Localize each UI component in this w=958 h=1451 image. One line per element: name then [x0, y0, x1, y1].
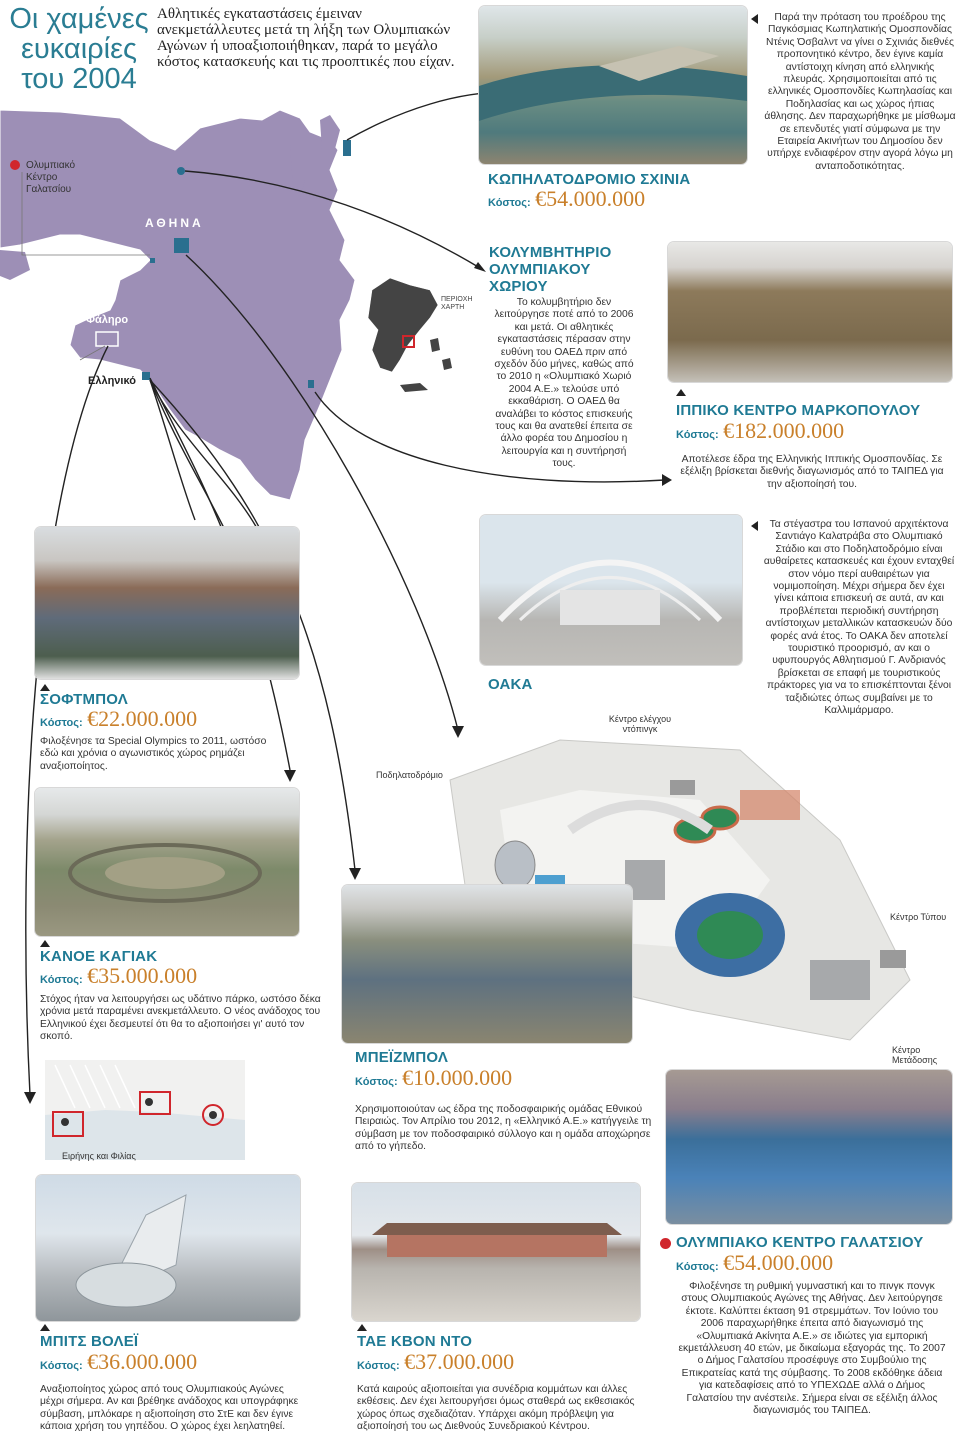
taekwondo-photo	[352, 1183, 640, 1321]
photo-marker-icon	[676, 389, 686, 396]
taekwondo-title: ΤΑΕ ΚΒΟΝ ΝΤΟ	[357, 1333, 473, 1350]
taekwondo-cost: Κόστος: €37.000.000	[357, 1349, 515, 1374]
page-title: Οι χαμένες ευκαιρίες του 2004	[9, 3, 149, 95]
equestrian-cost: Κόστος: €182.000.000	[676, 418, 845, 443]
softball-desc: Φιλοξένησε τα Special Olympics το 2011, ωστόσο εδώ και χρόνια ο αγωνιστικός χώρος ρημάζει αναξιοποίητος.	[40, 736, 267, 772]
galatsi-title: ΟΛΥΜΠΙΑΚΟ ΚΕΝΤΡΟ ΓΑΛΑΤΣΙΟΥ	[676, 1234, 924, 1251]
equestrian-title: ΙΠΠΙΚΟ ΚΕΝΤΡΟ ΜΑΡΚΟΠΟΥΛΟΥ	[676, 402, 921, 419]
equestrian-photo	[668, 242, 952, 382]
greece-inset-map	[368, 278, 438, 372]
photo-marker-icon	[40, 684, 50, 691]
red-dot-icon	[10, 160, 20, 170]
faliro-map-label: Ειρήνης και Φιλίας	[62, 1151, 136, 1161]
markopoulo-marker	[308, 380, 314, 388]
rowing-cost: Κόστος: €54.000.000	[488, 186, 646, 211]
canoe-cost: Κόστος: €35.000.000	[40, 963, 198, 988]
canoe-title: ΚΑΝΟΕ ΚΑΓΙΑΚ	[40, 948, 158, 965]
baseball-title: ΜΠΕΪΖΜΠΟΛ	[355, 1049, 449, 1066]
map-label-faliro: Φάληρο	[86, 314, 129, 326]
softball-cost: Κόστος: €22.000.000	[40, 706, 198, 731]
pool-desc: Το κολυμβητήριο δεν λειτούργησε ποτέ από το 2006 και μετά. Οι αθλητικές εγκαταστάσεις πέρασαν στην ευθύνη του ΟΑΕΔ πριν από σχεδόν δύο μήνες, καθώς από το 2010 η «Ολυμπιακό Χωριό 2004 Α.Ε.» τελούσε υπό εκκαθάριση. Ο ΟΑΕΔ θα αναλάβει το κόστος επισκευής τους και θα ανατεθεί έπειτα σε άλλο φορέα του Δημοσίου η λειτουργία και η συντήρησή τους.	[494, 297, 634, 470]
equestrian-desc: Αποτέλεσε έδρα της Ελληνικής Ιππικής Ομοσπονδίας. Σε εξέλιξη βρίσκεται διεθνής διαγωνισμός από το ΤΑΙΠΕΔ για την αξιοποίησή του.	[680, 454, 944, 490]
intro-text: Αθλητικές εγκαταστάσεις έμειναν ανεκμετάλλευτες μετά τη λήξη των Ολυμπιακών Αγώνων ή υποαξιοποιήθηκαν, παρά το μεγάλο κόστος κατασκευής και τις προοπτικές που είχαν.	[157, 6, 455, 70]
galatsi-marker	[177, 167, 185, 175]
faliro-mini-map	[45, 1060, 245, 1160]
photo-marker-icon	[40, 940, 50, 947]
canoe-photo	[35, 788, 299, 936]
rowing-desc: Παρά την πρόταση του προέδρου της Παγκόσμιας Κωπηλατικής Ομοσπονδίας Ντένις Όσβαλντ να γίνει ο Σχινιάς διεθνές προπονητικό κέντρο, δεν έγινε καμία αντίστοιχη κίνηση από ελληνικής πλευράς. Χρησιμοποιείται από τις ελληνικές Ομοσπονδίες Κωπηλασίας και Ποδηλασίας και ως χώρος ήπιας άθλησης. Δεν παραχωρήθηκε με μίσθωμα σε επενδυτές γιατί σύμφωνα με την Εταιρεία Ακινήτων του Δημοσίου δεν υπήρχε ενδιαφέρον στην αγορά λόγω μη ανταποδοτικότητας.	[764, 12, 956, 172]
pointer-triangle-icon	[751, 14, 758, 24]
oaka-label-velodrome: Ποδηλατοδρόμιο	[376, 770, 443, 780]
photo-marker-icon	[357, 1324, 367, 1331]
oaka-marker	[174, 238, 189, 253]
map-label-elliniko: Ελληνικό	[88, 375, 136, 387]
rowing-marker	[343, 140, 351, 156]
galatsi-photo	[666, 1070, 952, 1224]
oaka-desc: Τα στέγαστρα του Ισπανού αρχιτέκτονα Σαντιάγο Καλατράβα στο Ολυμπιακό Στάδιο και στο Ποδηλατοδρόμιο είναι αυθαίρετες κατασκευές και έχουν ενταχθεί στον νόμο περί αυθαιρέτων για νομιμοποίηση. Μέχρι σήμερα δεν έχει γίνει κάποια επισκευή σε αυτά, αν και προβλέπεται περιοδική συντήρηση αντίστοιχων μεταλλικών κατασκευών δύο φορές ανά έτος. Το ΟΑΚΑ δεν αποτελεί τουριστικό προορισμό, αν και ο υφυπουργός Αθλητισμού Γ. Ανδριανός βρίσκεται σε επαφή με τουριστικούς πράκτορες για να το επισκέπτονται ξένοι ταξιδιώτες όπως συμβαίνει με το Καλλιμάρμαρο.	[763, 519, 955, 717]
rowing-title: ΚΩΠΗΛΑΤΟΔΡΟΜΙΟ ΣΧΙΝΙΑ	[488, 171, 691, 188]
beach-desc: Αναξιοποίητος χώρος από τους Ολυμπιακούς Αγώνες μέχρι σήμερα. Αν και βρέθηκε ανάδοχος και υπογράφηκε σύμβαση, μπλόκαρε η αξιοποίηση στο ΣτΕ και δεν έγινε κάποια χρήση του γηπέδου. Ο χώρος έχει λεηλατηθεί.	[40, 1384, 299, 1433]
pool-title: ΚΟΛΥΜΒΗΤΗΡΙΟ ΟΛΥΜΠΙΑΚΟΥ ΧΩΡΙΟΥ	[489, 244, 612, 295]
baseball-desc: Χρησιμοποιούταν ως έδρα της ποδοσφαιρικής ομάδας Εθνικού Πειραιώς. Τον Απρίλιο του 2012, η «Ελληνικό Α.Ε.» κατήγγειλε τη σύμβαση με τον ποδοσφαιρικό σύλλογο και η ομάδα αποχώρησε από το γήπεδο.	[355, 1104, 652, 1153]
beach-title: ΜΠΙΤΣ ΒΟΛΕΪ	[40, 1333, 139, 1350]
softball-title: ΣΟΦΤΜΠΟΛ	[40, 691, 128, 708]
oaka-title: ΟΑΚΑ	[488, 676, 533, 693]
beach-photo	[36, 1175, 300, 1321]
map-label-region: ΠΕΡΙΟΧΗ ΧΑΡΤΗ	[441, 296, 473, 311]
map-label-galatsi: Ολυμπιακό Κέντρο Γαλατσίου	[26, 160, 76, 195]
baseball-cost: Κόστος: €10.000.000	[355, 1065, 513, 1090]
pointer-triangle-icon	[751, 521, 758, 531]
photo-marker-icon	[40, 1324, 50, 1331]
taekwondo-desc: Κατά καιρούς αξιοποιείται για συνέδρια κομμάτων και άλλες εκθέσεις. Δεν έχει λειτουργήσει όμως σταθερά ως εκθεσιακός χώρος όπως σχεδιαζόταν. Υπάρχει ακόμη πρόβλεψη για αξιοποίησή του ως Διεθνούς Συνεδριακού Κέντρου.	[357, 1384, 635, 1433]
oaka-label-control: Κέντρο ελέγχου ντόπινγκ	[608, 714, 672, 734]
oaka-label-press: Κέντρο Τύπου	[890, 912, 947, 922]
softball-photo	[35, 527, 299, 679]
galatsi-desc: Φιλοξένησε τη ρυθμική γυμναστική και το πινγκ πονγκ στους Ολυμπιακούς Αγώνες της Αθήνας. Δεν λειτούργησε έκτοτε. Καλύπτει έκταση 91 στρεμμάτων. Τον Ιούνιο του 2006 παραχωρήθηκε έπειτα από διαγωνισμό της «Ολυμπιακά Ακίνητα Α.Ε.» σε ιδιώτες για εμπορική εκμετάλλευση 40 ετών, με δικαίωμα εξαγοράς της. Το 2007 ο Δήμος Γαλατσίου προσέφυγε στο Συμβούλιο της Επικρατείας κατά της σύμβασης. Το 2008 εκδόθηκε άδεια για κατεδαφίσεις από το ΥΠΕΧΩΔΕ αλλά ο Δήμος Γαλατσίου την ανέστειλε. Σήμερα είναι σε εξέλιξη άλλος διαγωνισμός του ΤΑΙΠΕΔ.	[678, 1281, 946, 1417]
oaka-label-broadcast: Κέντρο Μετάδοσης	[892, 1045, 938, 1065]
rowing-photo	[479, 6, 747, 164]
oaka-photo	[480, 515, 742, 665]
beach-cost: Κόστος: €36.000.000	[40, 1349, 198, 1374]
baseball-photo	[342, 885, 632, 1043]
canoe-desc: Στόχος ήταν να λειτουργήσει ως υδάτινο πάρκο, ωστόσο δέκα χρόνια μετά παραμένει ανεκμετάλλευτο. Ο νέος ανάδοχος του Ελληνικού έχει δεσμευτεί ότι θα το αξιοποιήσει γι' αυτό τον σκοπό.	[40, 994, 321, 1043]
galatsi-cost: Κόστος: €54.000.000	[676, 1250, 834, 1275]
red-dot-icon	[660, 1238, 671, 1249]
map-label-athens: ΑΘΗΝΑ	[145, 216, 204, 230]
elliniko-marker	[142, 372, 150, 380]
